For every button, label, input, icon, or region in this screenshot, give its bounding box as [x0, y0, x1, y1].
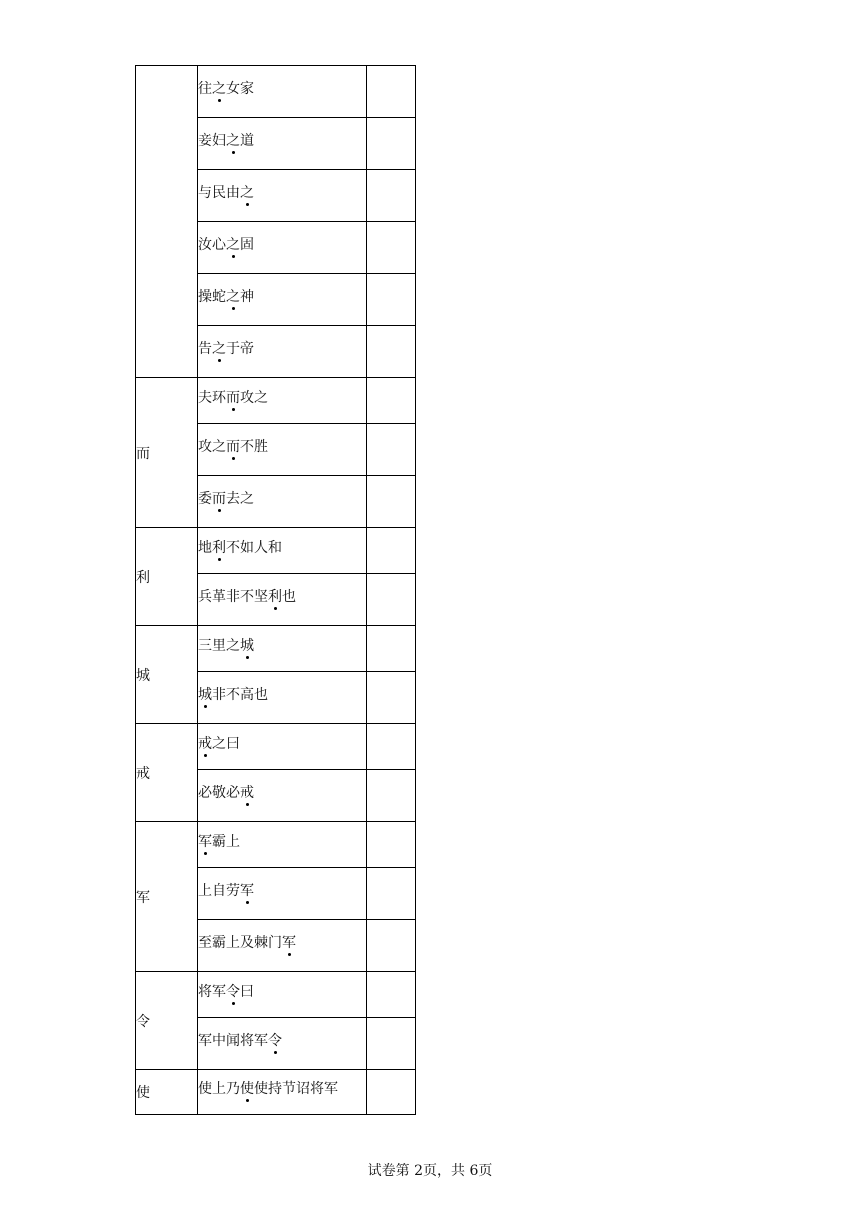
answer-cell[interactable] [367, 170, 416, 222]
example-sentence: 夫环而攻之 [198, 389, 268, 406]
answer-cell[interactable] [367, 574, 416, 626]
example-sentence: 地利不如人和 [198, 539, 282, 556]
sentence-cell [198, 822, 367, 868]
sentence-cell [198, 222, 367, 274]
table-row [136, 1070, 416, 1115]
table-row [136, 528, 416, 574]
example-sentence: 戒之曰 [198, 735, 240, 752]
emphasis-dot-char: 利 [212, 539, 226, 556]
answer-cell[interactable] [367, 972, 416, 1018]
answer-cell[interactable] [367, 424, 416, 476]
key-word-cell [136, 66, 198, 378]
sentence-cell [198, 626, 367, 672]
table-row [136, 972, 416, 1018]
emphasis-dot-char: 之 [226, 236, 240, 253]
emphasis-dot-char: 军 [198, 833, 212, 850]
sentence-cell [198, 528, 367, 574]
answer-cell[interactable] [367, 868, 416, 920]
emphasis-dot-char: 城 [198, 686, 212, 703]
sentence-cell [198, 672, 367, 724]
example-sentence: 攻之而不胜 [198, 438, 268, 455]
sentence-cell [198, 66, 367, 118]
emphasis-dot-char: 而 [226, 438, 240, 455]
example-sentence: 城非不高也 [198, 686, 268, 703]
example-sentence: 告之于帝 [198, 340, 254, 357]
sentence-cell [198, 424, 367, 476]
example-sentence: 三里之城 [198, 637, 254, 654]
answer-cell[interactable] [367, 724, 416, 770]
key-word-cell: 令 [136, 972, 198, 1070]
key-word-cell: 军 [136, 822, 198, 972]
sentence-cell [198, 378, 367, 424]
table-row [136, 822, 416, 868]
sentence-cell [198, 326, 367, 378]
sentence-cell [198, 868, 367, 920]
answer-cell[interactable] [367, 66, 416, 118]
sentence-cell [198, 118, 367, 170]
emphasis-dot-char: 戒 [198, 735, 212, 752]
example-sentence: 往之女家 [198, 80, 254, 97]
example-sentence: 必敬必戒 [198, 784, 254, 801]
example-sentence: 妾妇之道 [198, 132, 254, 149]
answer-cell[interactable] [367, 528, 416, 574]
vocabulary-table-body [136, 66, 416, 1115]
answer-cell[interactable] [367, 626, 416, 672]
table-row [136, 626, 416, 672]
key-word-cell: 利 [136, 528, 198, 626]
sentence-cell [198, 920, 367, 972]
key-word-cell: 城 [136, 626, 198, 724]
sentence-cell [198, 724, 367, 770]
emphasis-dot-char: 之 [240, 184, 254, 201]
answer-cell[interactable] [367, 822, 416, 868]
answer-cell[interactable] [367, 920, 416, 972]
sentence-cell [198, 476, 367, 528]
example-sentence: 使上乃使使持节诏将军 [198, 1081, 338, 1097]
sentence-cell [198, 170, 367, 222]
example-sentence: 将军令曰 [198, 983, 254, 1000]
sentence-cell [198, 972, 367, 1018]
sentence-cell [198, 770, 367, 822]
emphasis-dot-char: 之 [212, 340, 226, 357]
emphasis-dot-char: 而 [212, 490, 226, 507]
emphasis-dot-char: 军 [240, 882, 254, 899]
sentence-cell [198, 274, 367, 326]
example-sentence: 军中闻将军令 [198, 1032, 282, 1049]
example-sentence: 操蛇之神 [198, 288, 254, 305]
emphasis-dot-char: 令 [268, 1032, 282, 1049]
example-sentence: 与民由之 [198, 184, 254, 201]
emphasis-dot-char: 之 [212, 80, 226, 97]
emphasis-dot-char: 利 [268, 588, 282, 605]
emphasis-dot-char: 使 [240, 1081, 254, 1097]
example-sentence: 汝心之固 [198, 236, 254, 253]
emphasis-dot-char: 之 [226, 132, 240, 149]
example-sentence: 军霸上 [198, 833, 240, 850]
answer-cell[interactable] [367, 118, 416, 170]
answer-cell[interactable] [367, 1070, 416, 1115]
answer-cell[interactable] [367, 1018, 416, 1070]
vocabulary-table [135, 65, 416, 1115]
example-sentence: 兵革非不坚利也 [198, 588, 296, 605]
emphasis-dot-char: 之 [226, 288, 240, 305]
answer-cell[interactable] [367, 274, 416, 326]
key-word-cell: 使 [136, 1070, 198, 1115]
answer-cell[interactable] [367, 378, 416, 424]
table-row [136, 724, 416, 770]
example-sentence: 上自劳军 [198, 882, 254, 899]
answer-cell[interactable] [367, 672, 416, 724]
emphasis-dot-char: 而 [226, 389, 240, 406]
table-row [136, 378, 416, 424]
key-word-cell: 戒 [136, 724, 198, 822]
emphasis-dot-char: 戒 [240, 784, 254, 801]
example-sentence: 至霸上及棘门军 [198, 934, 296, 951]
answer-cell[interactable] [367, 476, 416, 528]
answer-cell[interactable] [367, 326, 416, 378]
sentence-cell [198, 574, 367, 626]
sentence-cell [198, 1070, 367, 1115]
emphasis-dot-char: 城 [240, 637, 254, 654]
sentence-cell [198, 1018, 367, 1070]
answer-cell[interactable] [367, 222, 416, 274]
table-row [136, 66, 416, 118]
answer-cell[interactable] [367, 770, 416, 822]
key-word-cell: 而 [136, 378, 198, 528]
page-footer: 试卷第 2页，共 6页 [367, 1163, 493, 1179]
example-sentence: 委而去之 [198, 490, 254, 507]
emphasis-dot-char: 军 [282, 934, 296, 951]
emphasis-dot-char: 令 [226, 983, 240, 1000]
